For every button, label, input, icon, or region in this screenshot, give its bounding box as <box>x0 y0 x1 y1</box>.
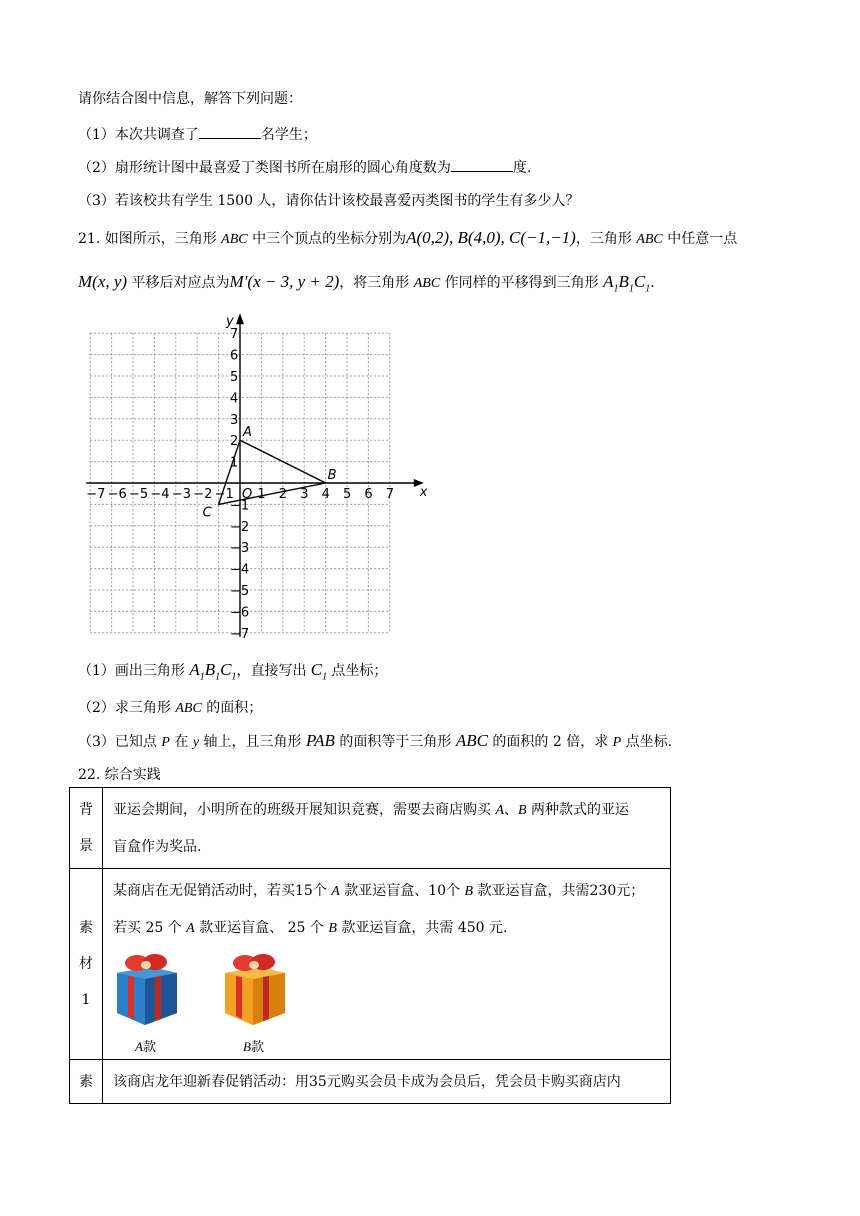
gift-a-label: A款 <box>135 1039 156 1055</box>
y-tick-label: 2 <box>230 434 239 450</box>
q20-part3: （3）若该校共有学生 1500 人，请你估计该校最喜爱丙类图书的学生有多少人？ <box>78 193 580 209</box>
q21-text: 点坐标. <box>621 734 673 750</box>
y-tick-label: 1 <box>230 455 239 471</box>
x-tick-label: −5 <box>129 487 149 502</box>
q20-part1-post: 名学生； <box>260 127 317 143</box>
table-row <box>70 869 671 1060</box>
table-row <box>70 1060 671 1104</box>
q21-abc: ABC <box>636 232 663 247</box>
q21-text: 的面积； <box>201 700 263 716</box>
row-content-material1 <box>103 869 671 1060</box>
y-tick-label: −3 <box>230 541 250 557</box>
q21-text: ，三角形 <box>575 231 637 247</box>
coordinate-grid <box>78 306 428 642</box>
x-tick-label: −2 <box>193 487 213 502</box>
q20-part2-post: 度. <box>512 160 532 176</box>
q21-point-m: M(x, y) <box>78 272 128 291</box>
q21-point-c1: $C_1$ <box>306 660 328 683</box>
row-head-background: 背 景 <box>70 788 103 869</box>
q21-line2 <box>78 272 655 294</box>
y-tick-label: 6 <box>230 348 239 364</box>
x-tick-label: 1 <box>257 487 266 502</box>
x-tick-label: 4 <box>321 487 330 502</box>
x-tick-label: 3 <box>300 487 309 502</box>
q20-part2-pre: （2）扇形统计图中最喜爱丁类图书所在扇形的圆心角度数为 <box>78 160 451 176</box>
q21-sub2 <box>78 697 262 717</box>
q21-text: ，将三角形 <box>339 275 414 291</box>
gift-b-label: B款 <box>243 1039 264 1055</box>
q21-text: 轴上，且三角形 <box>199 734 306 750</box>
x-tick-label: −1 <box>214 487 234 502</box>
y-tick-label: −6 <box>230 605 250 621</box>
row-head-material2: 素 <box>70 1060 103 1104</box>
answer-blank <box>451 159 513 172</box>
point-a-label: A <box>243 425 252 441</box>
q21-text: 平移后对应点为 <box>127 275 230 291</box>
y-axis-arrow <box>236 313 244 324</box>
x-tick-label: −6 <box>107 487 127 502</box>
y-axis-label: y <box>226 314 234 330</box>
x-tick-label: −4 <box>150 487 170 502</box>
q21-sub3 <box>78 731 672 751</box>
q21-text: 点坐标； <box>331 663 388 679</box>
q21-text: 中三个顶点的坐标分别为 <box>247 231 407 247</box>
q21-y: y <box>192 735 200 750</box>
y-tick-label: −2 <box>230 519 250 535</box>
q21-line1 <box>78 228 737 248</box>
gift-box-a-image <box>111 947 183 1029</box>
q21-point-p: P <box>612 735 622 750</box>
q21-pab: PAB <box>305 731 335 750</box>
y-tick-label: 3 <box>230 412 239 428</box>
q21-triangle-a1b1c1: $A_1B_1C_1$ <box>189 660 237 683</box>
q21-abc: ABC <box>175 701 202 716</box>
q21-text: 作同样的平移得到三角形 <box>440 275 604 291</box>
q20-intro: 请你结合图中信息，解答下列问题： <box>78 91 302 107</box>
q21-text: ，直接写出 <box>236 663 307 679</box>
q21-text: 的面积等于三角形 <box>334 734 456 750</box>
x-tick-label: −3 <box>171 487 191 502</box>
x-tick-label: 6 <box>364 487 373 502</box>
y-tick-label: −4 <box>230 562 250 578</box>
q21-abc: ABC <box>455 731 488 750</box>
q21-point-mprime: M′(x − 3, y + 2) <box>229 272 340 291</box>
x-tick-label: −7 <box>86 487 106 502</box>
point-c-label: C <box>202 505 212 521</box>
q21-coords: A(0,2), B(4,0), C(−1,−1) <box>406 228 576 247</box>
q21-text: （2）求三角形 <box>78 700 176 716</box>
y-tick-label: 4 <box>230 391 239 407</box>
q21-point-p: P <box>161 735 170 750</box>
answer-blank <box>199 126 261 139</box>
x-tick-label: 5 <box>343 487 352 502</box>
table-row <box>70 788 671 869</box>
q21-text: （1）画出三角形 <box>78 663 190 679</box>
q21-sub1 <box>78 660 387 682</box>
q21-text: . <box>650 275 655 291</box>
q21-abc: ABC <box>221 232 248 247</box>
q21-text: 21. 如图所示，三角形 <box>78 231 222 247</box>
material1-text: 某商店在无促销活动时，若买15个 A 款亚运盲盒、10个 B 款亚运盲盒，共需230元； 若买 25 个 A 款亚运盲盒、 25 个 B 款亚运盲盒，共需 450 元. <box>113 883 645 936</box>
y-tick-label: −5 <box>230 584 250 599</box>
x-axis-label: x <box>419 485 428 500</box>
q20-part2 <box>78 157 531 177</box>
q21-abc: ABC <box>413 276 441 291</box>
x-tick-label: 7 <box>385 487 395 502</box>
y-tick-label: 5 <box>230 370 239 385</box>
y-tick-label: 7 <box>230 327 239 343</box>
y-tick-label: −7 <box>230 626 250 642</box>
gift-box-b-image <box>219 947 291 1029</box>
point-b-label: B <box>327 468 337 483</box>
q22-table <box>69 787 671 1104</box>
y-tick-label: −1 <box>230 498 250 514</box>
q20-part1 <box>78 124 317 144</box>
q22-title: 22. 综合实践 <box>78 767 161 783</box>
q21-text: 在 <box>169 734 193 750</box>
q21-text: （3）已知点 <box>78 734 162 750</box>
row-head-material1: 素 材 1 <box>70 869 103 1060</box>
q21-text: 中任意一点 <box>662 231 738 247</box>
q21-text: 的面积的 2 倍，求 <box>487 734 613 750</box>
q21-triangle-a1b1c1: $A_1B_1C_1$ <box>603 272 651 295</box>
row-content-material2: 该商店龙年迎新春促销活动：用35元购买会员卡成为会员后，凭会员卡购买商店内 <box>103 1060 671 1104</box>
row-content-background: 亚运会期间，小明所在的班级开展知识竞赛，需要去商店购买 A、B 两种款式的亚运 盲盒作为奖品. <box>103 788 671 869</box>
origin-label: O <box>242 487 253 502</box>
q20-part1-pre: （1）本次共调查了 <box>78 127 199 143</box>
x-tick-label: 2 <box>278 487 288 502</box>
triangle-abc <box>219 440 326 504</box>
